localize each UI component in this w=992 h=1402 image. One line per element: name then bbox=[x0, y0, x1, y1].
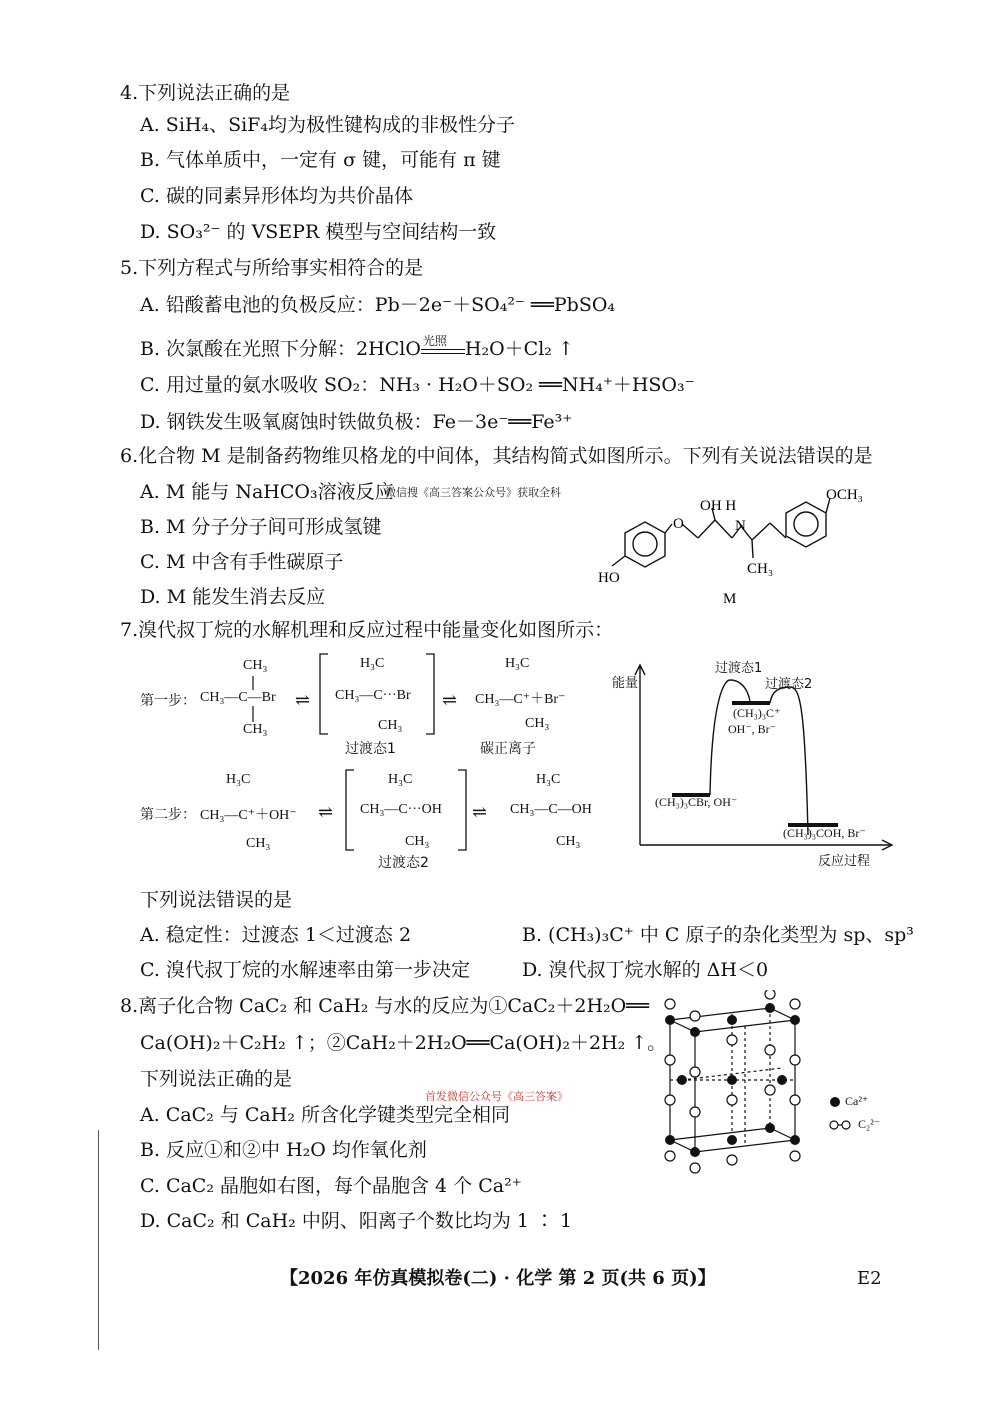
energy-ts1-label: 过渡态1 bbox=[715, 661, 763, 676]
prod-body bbox=[510, 802, 592, 818]
step2-label: 第二步： bbox=[140, 807, 196, 823]
ts1-ch3: CH₃ bbox=[378, 718, 403, 733]
q5-option-a: A. 铅酸蓄电池的负极反应：Pb－2e⁻＋SO₄²⁻ ══PbSO₄ bbox=[140, 294, 616, 316]
q5-option-b bbox=[140, 336, 574, 362]
ts1-dotbr: ···Br bbox=[382, 688, 411, 703]
q6-stem: 6.化合物 M 是制备药物维贝格龙的中间体，其结构简式如图所示。下列有关说法错误的是 bbox=[120, 445, 873, 467]
chain-4 bbox=[770, 523, 786, 538]
q6-option-d: D. M 能发生消去反应 bbox=[140, 586, 326, 608]
left-ring-circle bbox=[633, 532, 657, 556]
s2-equilibrium: ⇌ bbox=[318, 802, 334, 822]
q4-option-a: A. SiH₄、SiF₄均为极性键构成的非极性分子 bbox=[140, 114, 515, 136]
s2-h3c: H₃C bbox=[226, 772, 251, 787]
watermark-2: 首发微信公众号《高三答案》 bbox=[425, 1090, 568, 1103]
energy-axis-label: 能量 bbox=[612, 676, 639, 691]
ether-o: O bbox=[673, 516, 684, 532]
q7-stem: 7.溴代叔丁烷的水解机理和反应过程中能量变化如图所示： bbox=[120, 619, 614, 641]
s1-equilibrium: ⇌ bbox=[295, 690, 311, 710]
q7-sub-stem: 下列说法错误的是 bbox=[140, 889, 293, 911]
energy-intermediate-2: OH⁻, Br⁻ bbox=[728, 722, 776, 736]
legend-ca-label: Ca²⁺ bbox=[845, 1094, 869, 1108]
s1-r-ch3c: CH₃—C bbox=[200, 690, 248, 705]
energy-product-label: (CH₃)₃COH, Br⁻ bbox=[783, 826, 866, 840]
carbocation-label: 碳正离子 bbox=[480, 741, 536, 757]
ho-label: HO bbox=[598, 570, 620, 586]
m-label: M bbox=[723, 591, 737, 607]
q4-stem: 4.下列说法正确的是 bbox=[120, 82, 291, 104]
s2-reactant bbox=[200, 804, 297, 824]
s1-bottom-ch3: CH₃ bbox=[243, 722, 268, 737]
prod-ch3-bottom: CH₃ bbox=[556, 834, 581, 849]
ho-bond bbox=[612, 556, 625, 566]
och3-label: OCH₃ bbox=[826, 487, 863, 503]
chain-3 bbox=[752, 523, 770, 540]
energy-intermediate-1: (CH₃)₃C⁺ bbox=[733, 706, 781, 720]
s2-plus-oh: —C⁺＋OH⁻ bbox=[224, 808, 297, 823]
prod-coh: —C—OH bbox=[534, 802, 592, 817]
ts1-curve bbox=[710, 680, 750, 795]
ts1-body bbox=[335, 688, 411, 704]
cation-plus-br: —C⁺＋Br⁻ bbox=[499, 692, 566, 707]
q8-option-b: B. 反应①和②中 H₂O 均作氧化剂 bbox=[140, 1139, 427, 1161]
s1-top-ch3: CH₃ bbox=[243, 658, 268, 673]
right-ring-circle bbox=[794, 512, 818, 536]
oh-h-label: OH H bbox=[700, 498, 737, 514]
s1-vertical-bond bbox=[248, 674, 258, 724]
q6-option-b: B. M 分子分子间可形成氢键 bbox=[140, 516, 382, 538]
ts2-dotoh: ···OH bbox=[407, 802, 442, 817]
q5-condition-arrow bbox=[421, 334, 465, 360]
q8-option-a: A. CaC₂ 与 CaH₂ 所含化学键类型完全相同 bbox=[140, 1104, 510, 1126]
energy-reactant-label: (CH₃)₃CBr, OH⁻ bbox=[655, 795, 738, 809]
s2-bottom-ch3: CH₃ bbox=[246, 836, 271, 851]
q5-option-b-pre: B. 次氯酸在光照下分解：2HClO bbox=[140, 338, 421, 360]
q5-stem: 5.下列方程式与所给事实相符合的是 bbox=[120, 257, 424, 279]
ts2-ch3c: CH₃—C bbox=[360, 802, 408, 817]
process-axis-label: 反应过程 bbox=[818, 854, 871, 869]
chain-1 bbox=[698, 520, 715, 538]
q8-stem-line1: 8.离子化合物 CaC₂ 和 CaH₂ 与水的反应为①CaC₂＋2H₂O══ bbox=[120, 995, 650, 1017]
q4-option-b: B. 气体单质中，一定有 σ 键，可能有 π 键 bbox=[140, 149, 501, 171]
q7-option-d: D. 溴代叔丁烷水解的 ΔH＜0 bbox=[522, 959, 769, 981]
ts2-h3c: H₃C bbox=[388, 772, 413, 787]
prod-ch3: CH₃ bbox=[510, 802, 535, 817]
q7-option-b: B. (CH₃)₃C⁺ 中 C 原子的杂化类型为 sp、sp³ bbox=[522, 924, 914, 946]
q7-option-c: C. 溴代叔丁烷的水解速率由第一步决定 bbox=[140, 959, 470, 981]
q4-option-c: C. 碳的同素异形体均为共价晶体 bbox=[140, 185, 413, 207]
ts1-h3c: H₃C bbox=[360, 656, 385, 671]
ts1-label: 过渡态1 bbox=[345, 741, 396, 757]
ts2-ch3: CH₃ bbox=[405, 834, 430, 849]
s1-r-br: —Br bbox=[247, 690, 276, 705]
q8-sub-stem: 下列说法正确的是 bbox=[140, 1068, 293, 1090]
cation-h3c: H₃C bbox=[505, 656, 530, 671]
s2-equilibrium-2: ⇌ bbox=[472, 802, 488, 822]
s2-ch3: CH₃ bbox=[200, 808, 225, 823]
scan-edge-line bbox=[98, 1130, 99, 1350]
q5-option-b-post: H₂O＋Cl₂ ↑ bbox=[464, 338, 574, 360]
ts2-label: 过渡态2 bbox=[378, 855, 429, 871]
o-bond-2 bbox=[682, 524, 698, 538]
q8-option-d: D. CaC₂ 和 CaH₂ 中阴、阳离子个数比均为 1 ∶ 1 bbox=[140, 1210, 573, 1232]
legend-c2-label: C₂²⁻ bbox=[858, 1117, 881, 1131]
chain-2 bbox=[715, 520, 732, 538]
ts2-body bbox=[360, 802, 442, 818]
energy-ts2-label: 过渡态2 bbox=[765, 677, 813, 692]
step1-label: 第一步： bbox=[140, 693, 196, 709]
cation-body bbox=[475, 688, 565, 708]
cation-bottom-ch3: CH₃ bbox=[525, 716, 550, 731]
o-bond-1 bbox=[665, 524, 672, 533]
q6-option-c: C. M 中含有手性碳原子 bbox=[140, 551, 344, 573]
right-benzene-ring bbox=[786, 502, 826, 547]
ch3-label: CH₃ bbox=[747, 561, 774, 577]
q4-option-d: D. SO₃²⁻ 的 VSEPR 模型与空间结构一致 bbox=[140, 221, 497, 243]
q6-option-a: A. M 能与 NaHCO₃溶液反应 bbox=[140, 481, 394, 503]
left-benzene-ring bbox=[625, 522, 665, 567]
footer-code: E2 bbox=[857, 1268, 882, 1289]
cation-ch3: CH₃ bbox=[475, 692, 500, 707]
q8-option-c: C. CaC₂ 晶胞如右图，每个晶胞含 4 个 Ca²⁺ bbox=[140, 1175, 522, 1197]
legend-ca-dot bbox=[830, 1097, 840, 1107]
n-label: N bbox=[735, 518, 746, 534]
watermark-1: 微信搜《高三答案公众号》获取全科 bbox=[385, 486, 561, 499]
q5-option-c: C. 用过量的氨水吸收 SO₂：NH₃ · H₂O＋SO₂ ══NH₄⁺＋HSO₃⁻ bbox=[140, 374, 695, 396]
q5-condition-label: 光照 bbox=[422, 334, 447, 348]
q7-option-a: A. 稳定性：过渡态 1＜过渡态 2 bbox=[140, 924, 412, 946]
q8-stem-line2: Ca(OH)₂＋C₂H₂ ↑；②CaH₂＋2H₂O══Ca(OH)₂＋2H₂ ↑。 bbox=[140, 1032, 667, 1054]
prod-h3c: H₃C bbox=[536, 772, 561, 787]
crystal-cell-figure bbox=[650, 990, 810, 1180]
ch3-bond bbox=[752, 540, 753, 558]
footer-title: 【2026 年仿真模拟卷(二) · 化学 第 2 页(共 6 页)】 bbox=[280, 1268, 716, 1289]
q6-structure-figure bbox=[590, 478, 890, 608]
s1-equilibrium-2: ⇌ bbox=[442, 690, 458, 710]
s1-reactant bbox=[200, 690, 276, 706]
ts1-ch3c: CH₃—C bbox=[335, 688, 383, 703]
q5-option-d: D. 钢铁发生吸氧腐蚀时铁做负极：Fe－3e⁻══Fe³⁺ bbox=[140, 411, 573, 433]
